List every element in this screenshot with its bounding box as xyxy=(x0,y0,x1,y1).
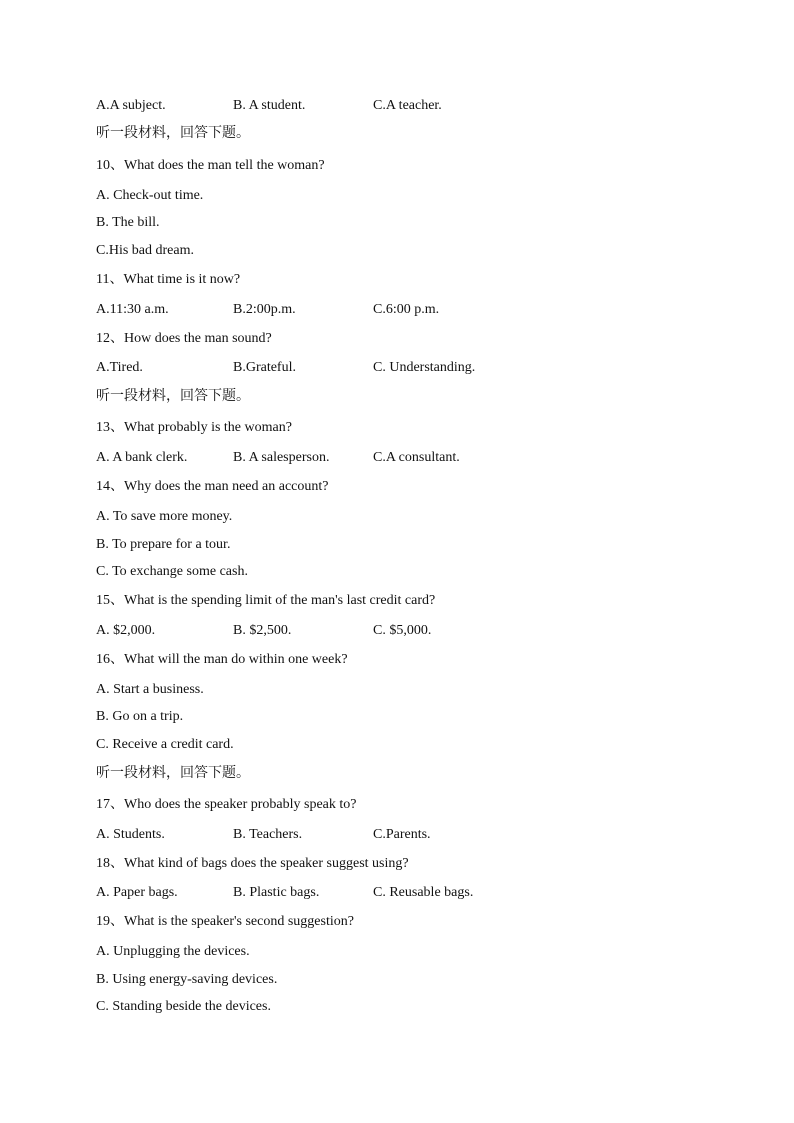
answer-option: C.His bad dream. xyxy=(96,243,194,258)
option-a: A.A subject. xyxy=(96,98,166,113)
option-c: C.6:00 p.m. xyxy=(373,302,440,317)
option-c: C. $5,000. xyxy=(373,623,432,638)
option-c: C. Understanding. xyxy=(373,360,476,375)
option-b: B.Grateful. xyxy=(233,360,296,375)
option-a: A. Students. xyxy=(96,827,165,842)
question-15: 15、What is the spending limit of the man's last credit card? xyxy=(96,593,436,608)
option-a: A. A bank clerk. xyxy=(96,450,188,465)
answer-option: C. Standing beside the devices. xyxy=(96,999,271,1014)
option-a: A.Tired. xyxy=(96,360,143,375)
answer-option: A. Unplugging the devices. xyxy=(96,944,250,959)
answer-option: A. Start a business. xyxy=(96,682,204,697)
answer-option: B. Go on a trip. xyxy=(96,709,184,724)
answer-option: C. Receive a credit card. xyxy=(96,737,234,752)
option-b: B.2:00p.m. xyxy=(233,302,296,317)
answer-option: B. To prepare for a tour. xyxy=(96,537,231,552)
option-c: C.A consultant. xyxy=(373,450,460,465)
question-19: 19、What is the speaker's second suggestion? xyxy=(96,914,354,929)
option-b: B. $2,500. xyxy=(233,623,292,638)
question-18: 18、What kind of bags does the speaker suggest using? xyxy=(96,856,409,871)
section-heading: 听一段材料，回答下题。 xyxy=(96,388,250,404)
answer-option: A. To save more money. xyxy=(96,509,233,524)
option-b: B. Teachers. xyxy=(233,827,303,842)
option-c: C.Parents. xyxy=(373,827,431,842)
section-heading: 听一段材料，回答下题。 xyxy=(96,765,250,781)
answer-option: B. Using energy-saving devices. xyxy=(96,972,278,987)
answer-option: C. To exchange some cash. xyxy=(96,564,248,579)
question-16: 16、What will the man do within one week? xyxy=(96,652,348,667)
answer-option: A. Check-out time. xyxy=(96,188,204,203)
question-10: 10、What does the man tell the woman? xyxy=(96,158,325,173)
option-b: B. A student. xyxy=(233,98,306,113)
question-17: 17、Who does the speaker probably speak to? xyxy=(96,797,357,812)
question-12: 12、How does the man sound? xyxy=(96,331,272,346)
option-a: A. $2,000. xyxy=(96,623,156,638)
option-c: C. Reusable bags. xyxy=(373,885,474,900)
answer-option: B. The bill. xyxy=(96,215,160,230)
option-a: A.11:30 a.m. xyxy=(96,302,169,317)
section-heading: 听一段材料，回答下题。 xyxy=(96,125,250,141)
option-a: A. Paper bags. xyxy=(96,885,178,900)
question-14: 14、Why does the man need an account? xyxy=(96,479,329,494)
option-b: B. A salesperson. xyxy=(233,450,330,465)
question-13: 13、What probably is the woman? xyxy=(96,420,292,435)
option-c: C.A teacher. xyxy=(373,98,442,113)
question-11: 11、What time is it now? xyxy=(96,272,241,287)
option-b: B. Plastic bags. xyxy=(233,885,320,900)
